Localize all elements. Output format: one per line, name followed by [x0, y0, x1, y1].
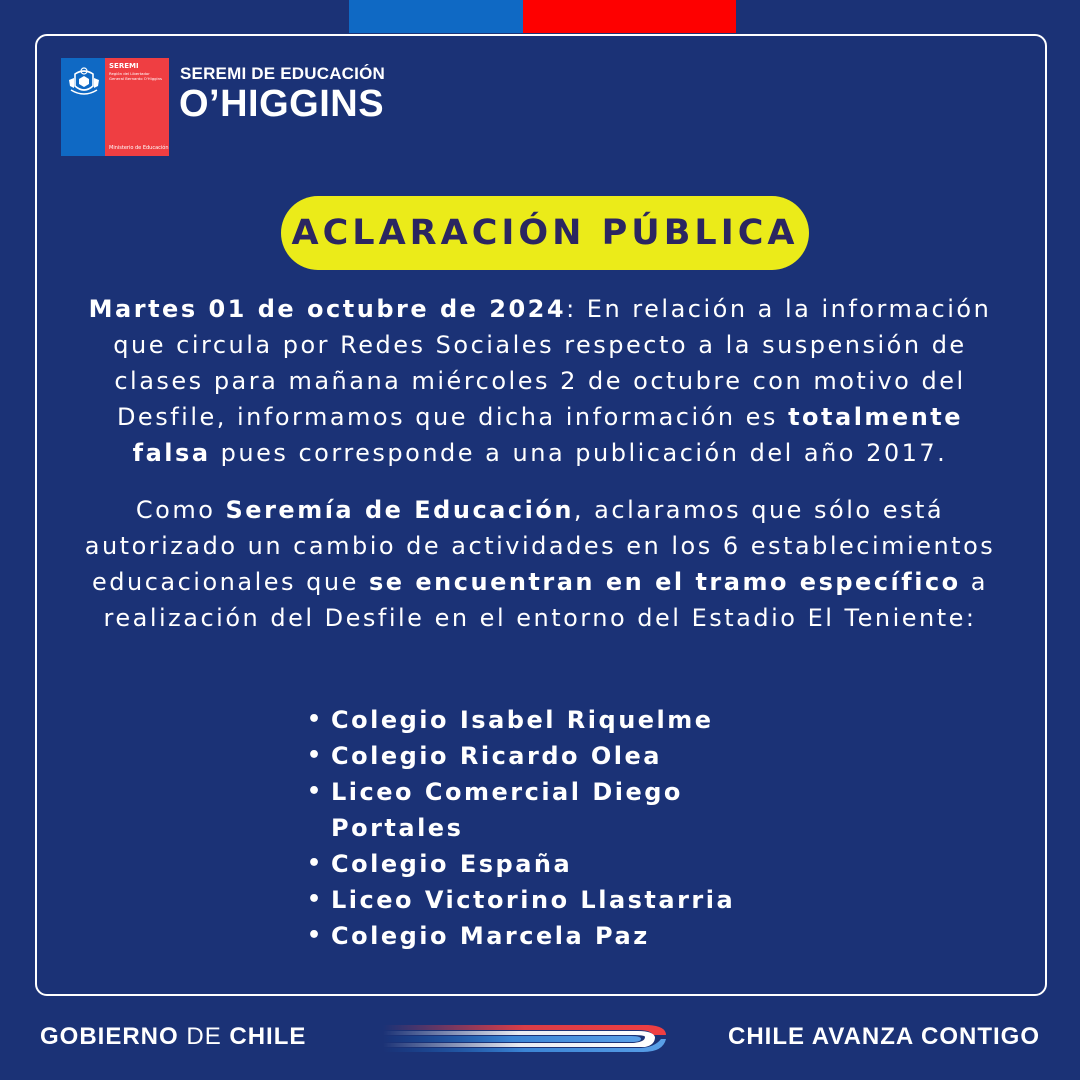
school-list	[305, 702, 745, 954]
bullet-icon: •	[307, 779, 324, 804]
flag-stripe-blue	[349, 0, 523, 33]
flag-swoosh-icon	[383, 1021, 668, 1053]
bullet-icon: •	[307, 923, 324, 948]
school-name: Liceo Comercial Diego Portales	[331, 778, 683, 842]
paragraph2-emphasis-route: se encuentran en el tramo específico	[368, 568, 961, 596]
paragraph1-text-a: : En relación a la información que circula por Redes Sociales respecto a la suspensión de clases para mañana miércoles 2 de octubre con motivo del Desfile, informamos que dicha información es	[113, 295, 992, 431]
paragraph2-emphasis-org: Seremía de Educación	[225, 496, 574, 524]
footer-left-part-b: DE	[178, 1023, 230, 1050]
date-text: Martes 01 de octubre de 2024	[88, 295, 567, 323]
logo-blue-panel	[61, 58, 105, 156]
footer-left-part-a: GOBIERNO	[40, 1023, 179, 1050]
bullet-icon: •	[307, 707, 324, 732]
list-item	[305, 918, 745, 954]
list-item	[305, 882, 745, 918]
list-item	[305, 846, 745, 882]
logo-ministerio-text: Ministerio de Educación	[109, 145, 169, 151]
chile-coat-of-arms-icon	[65, 64, 103, 102]
list-item	[305, 702, 745, 738]
school-name: Liceo Victorino Llastarria	[331, 886, 736, 914]
paragraph1-emphasis: totalmente falsa	[132, 403, 964, 467]
list-item	[305, 738, 745, 774]
paragraph2-text-a: Como	[135, 496, 226, 524]
school-name: Colegio Isabel Riquelme	[331, 706, 714, 734]
paragraph1-text-c: pues corresponde a una publicación del año 2017.	[210, 439, 948, 467]
footer-slogan: CHILE AVANZA CONTIGO	[728, 1023, 1040, 1050]
brand-title: O’HIGGINS	[179, 83, 385, 125]
flag-stripe-red	[523, 0, 736, 33]
bullet-icon: •	[307, 887, 324, 912]
list-item	[305, 774, 745, 846]
paragraph-clarification	[80, 291, 1000, 471]
seremi-logo	[61, 58, 169, 156]
logo-seremi-text: SEREMI	[109, 62, 139, 70]
brand-subtitle: SEREMI DE EDUCACIÓN	[180, 64, 385, 83]
paragraph-authorization	[80, 492, 1000, 636]
school-name: Colegio Ricardo Olea	[331, 742, 662, 770]
footer-government-label	[40, 1023, 306, 1051]
school-name: Colegio Marcela Paz	[331, 922, 650, 950]
paragraph2-text-c: , aclaramos que sólo está autorizado un cambio de actividades en los 6 establecimientos educacionales que	[84, 496, 996, 596]
footer-left-part-c: CHILE	[229, 1023, 307, 1050]
announcement-title: ACLARACIÓN PÚBLICA	[291, 213, 799, 253]
announcement-title-pill	[281, 196, 809, 270]
paragraph2-text-e: a realización del Desfile en el entorno del Estadio El Teniente:	[103, 568, 989, 632]
school-name: Colegio España	[331, 850, 573, 878]
logo-region-text: Región del Libertador General Bernardo O'Higgins	[109, 71, 162, 81]
logo-red-panel	[105, 58, 169, 156]
bullet-icon: •	[307, 743, 324, 768]
bullet-icon: •	[307, 851, 324, 876]
